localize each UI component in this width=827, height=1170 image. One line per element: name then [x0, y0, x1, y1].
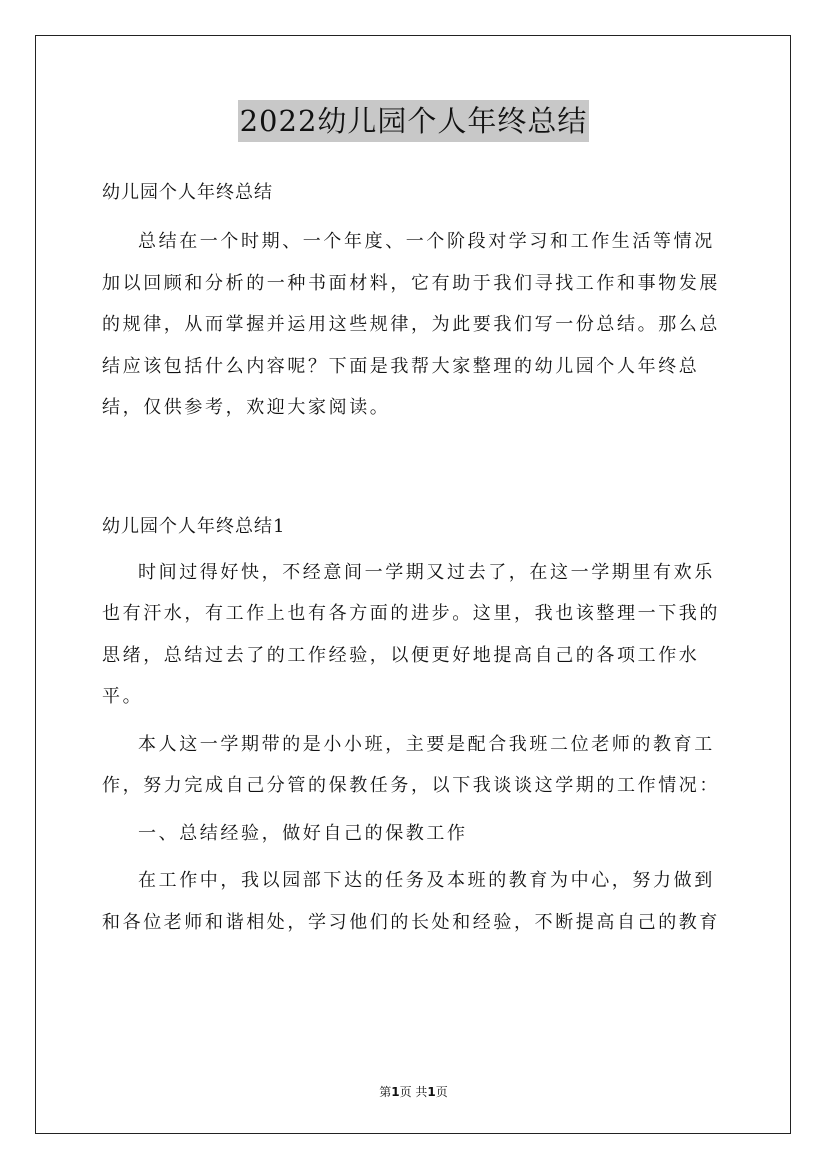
footer-prefix: 第: [379, 1085, 392, 1099]
page-footer: [0, 1083, 827, 1100]
footer-mid: 页 共: [399, 1085, 428, 1099]
section-1-title: 幼儿园个人年终总结1: [102, 515, 286, 537]
subtitle: 幼儿园个人年终总结: [102, 182, 273, 203]
section-1-paragraph-1: 时间过得好快，不经意间一学期又过去了，在这一学期里有欢乐也有汗水，有工作上也有各方面的进步。这里，我也该整理一下我的思绪，总结过去了的工作经验，以便更好地提高自己的各项工作水平。: [102, 561, 720, 707]
document-body: [102, 174, 732, 943]
footer-suffix: 页: [435, 1085, 448, 1099]
document-title: [0, 100, 827, 142]
section-1-paragraph-3: 在工作中，我以园部下达的任务及本班的教育为中心，努力做到和各位老师和谐相处，学习他们的长处和经验，不断提高自己的教育: [102, 870, 720, 933]
footer-page-number: 1: [391, 1085, 400, 1099]
intro-paragraph: 总结在一个时期、一个年度、一个阶段对学习和工作生活等情况加以回顾和分析的一种书面材料，它有助于我们寻找工作和事物发展的规律，从而掌握并运用这些规律，为此要我们写一份总结。那么总结应该包括什么内容呢？下面是我帮大家整理的幼儿园个人年终总结，仅供参考，欢迎大家阅读。: [102, 231, 720, 418]
section-1-paragraph-2: 本人这一学期带的是小小班，主要是配合我班二位老师的教育工作，努力完成自己分管的保教任务，以下我谈谈这学期的工作情况：: [102, 733, 720, 796]
footer-page-total: 1: [427, 1085, 436, 1099]
document-title-text: 2022幼儿园个人年终总结: [238, 100, 590, 142]
section-1-subheading: 一、总结经验，做好自己的保教工作: [138, 822, 468, 844]
